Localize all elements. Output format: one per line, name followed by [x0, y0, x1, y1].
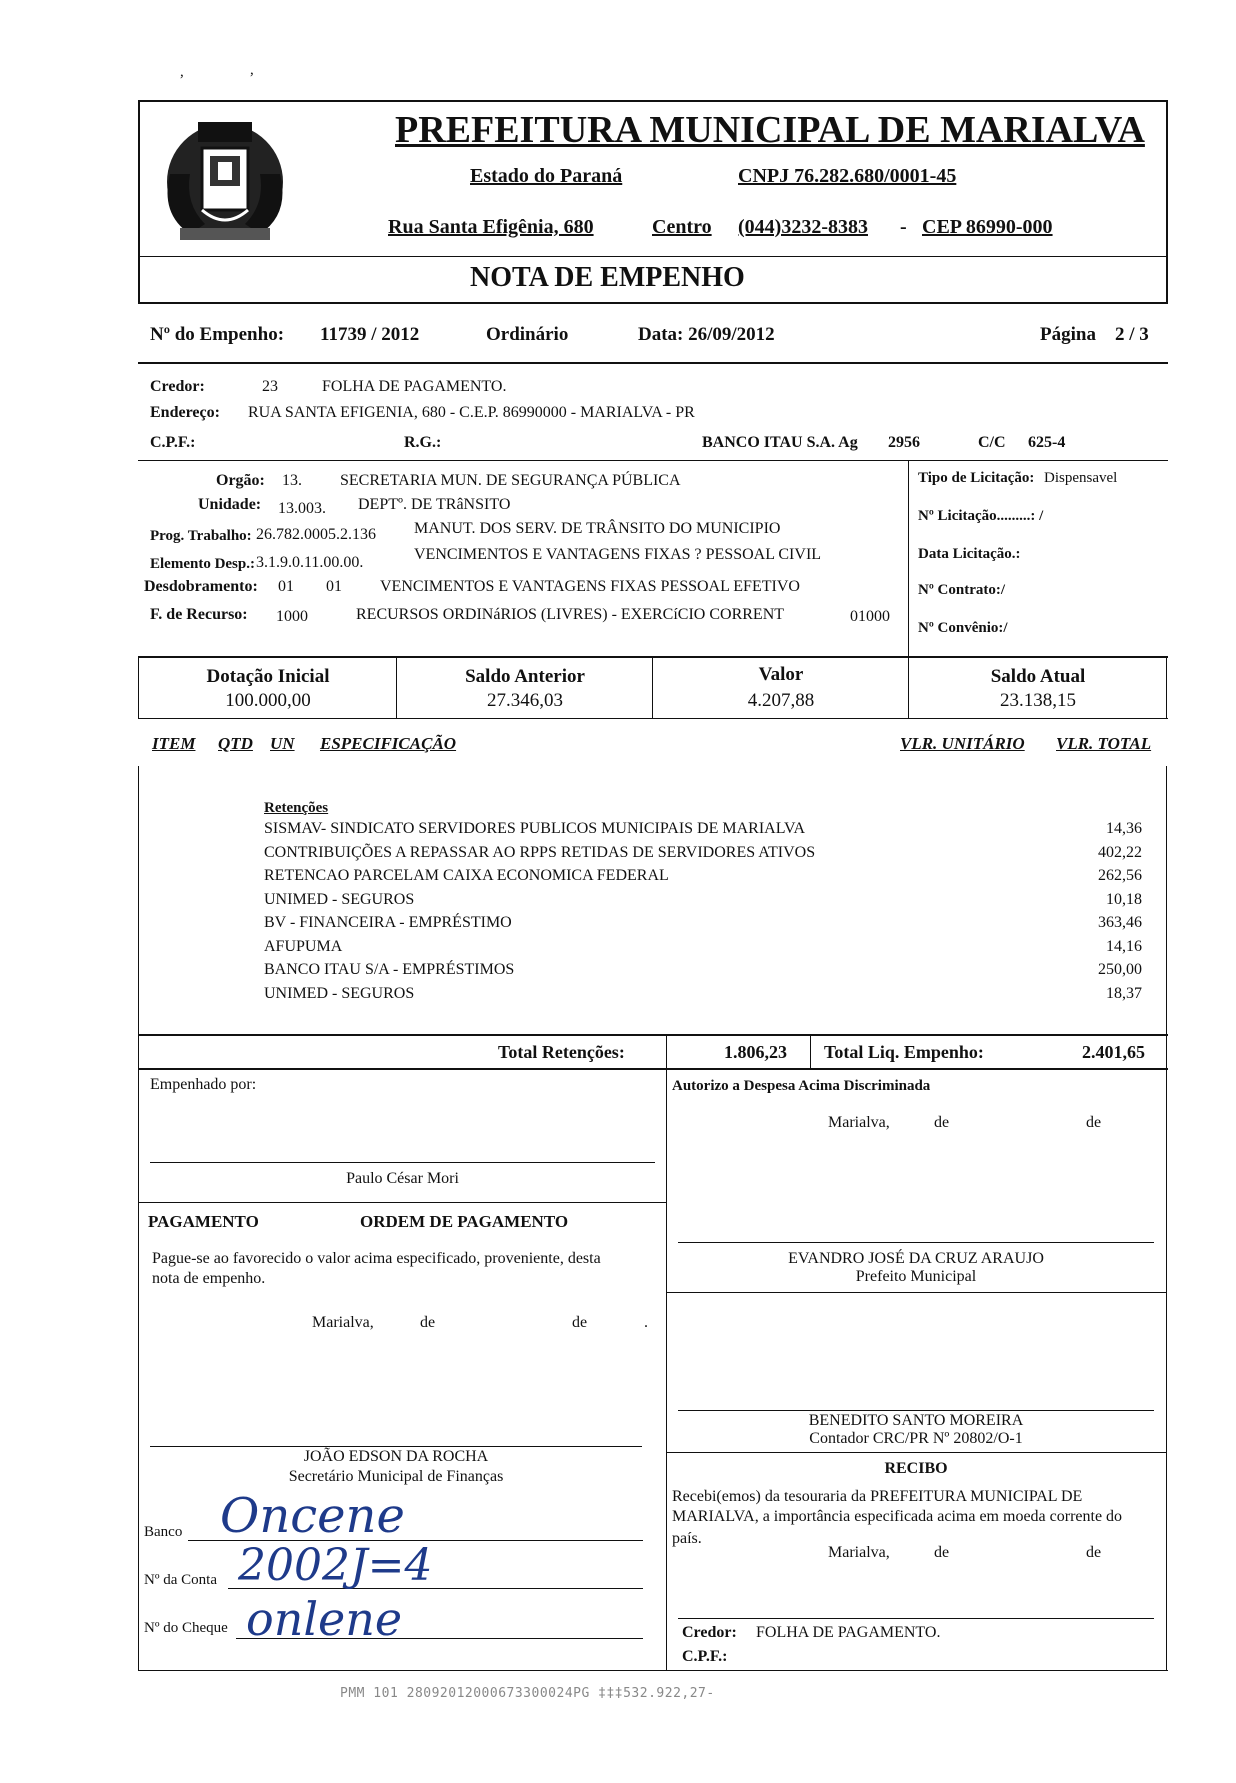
- signature-line: [678, 1410, 1154, 1411]
- retencao-value: 14,36: [1106, 820, 1142, 837]
- scan-mark: ,: [250, 62, 254, 78]
- empenhado-name: Paulo César Mori: [346, 1170, 459, 1187]
- retencao-value: 262,56: [1098, 867, 1142, 884]
- pagamento-city: Marialva,: [312, 1314, 374, 1331]
- retencao-value: 363,46: [1098, 914, 1142, 931]
- prog-label: Prog. Trabalho:: [150, 528, 252, 544]
- pagamento-label: PAGAMENTO: [148, 1212, 259, 1231]
- divider: [138, 718, 1168, 719]
- total-liquido-label: Total Liq. Empenho:: [824, 1042, 984, 1062]
- recibo-text-line3: país.: [672, 1530, 702, 1547]
- contador-title: Contador CRC/PR Nº 20802/O-1: [809, 1430, 1023, 1447]
- ordem-pagamento-label: ORDEM DE PAGAMENTO: [360, 1212, 569, 1231]
- recurso-label: F. de Recurso:: [150, 606, 248, 623]
- municipality-title: PREFEITURA MUNICIPAL DE MARIALVA: [395, 109, 1145, 151]
- banco-label: Banco: [144, 1524, 183, 1540]
- autorizo-label: Autorizo a Despesa Acima Discriminada: [672, 1078, 931, 1094]
- credor-name: FOLHA DE PAGAMENTO.: [322, 378, 507, 395]
- cheque-label: Nº do Cheque: [144, 1620, 228, 1636]
- recibo-de1: de: [934, 1544, 950, 1561]
- contrato-label: Nº Contrato:/: [918, 582, 1006, 598]
- empenho-type: Ordinário: [486, 324, 569, 345]
- frame-left: [138, 766, 139, 1670]
- column-un: UN: [270, 734, 295, 753]
- divider: [138, 256, 1168, 257]
- recibo-city: Marialva,: [828, 1544, 890, 1561]
- divider: [666, 1068, 667, 1670]
- divider: [138, 1068, 1168, 1070]
- unidade-name: DEPTº. DE TRâNSITO: [358, 496, 511, 513]
- divider: [138, 656, 139, 718]
- total-retencoes-label: Total Retenções:: [498, 1042, 625, 1062]
- orgao-label: Orgão:: [216, 472, 265, 489]
- retencao-description: AFUPUMA: [264, 937, 343, 955]
- desdobramento-code1: 01: [278, 578, 294, 595]
- empenho-number: 11739 / 2012: [320, 324, 420, 345]
- retencao-value: 14,16: [1106, 937, 1142, 955]
- saldo-atual-value: 23.138,15: [1000, 690, 1076, 711]
- pagamento-de2: de: [572, 1314, 588, 1331]
- prog-code: 26.782.0005.2.136: [256, 526, 376, 543]
- retencoes-title: Retenções: [264, 800, 329, 816]
- phone-label: (044)3232-8383: [738, 216, 868, 238]
- address-label: Rua Santa Efigênia, 680: [388, 216, 594, 238]
- retencao-value: 402,22: [1098, 843, 1142, 861]
- header-separator: -: [900, 216, 907, 238]
- autorizo-city: Marialva,: [828, 1114, 890, 1131]
- recurso-code2: 01000: [850, 608, 890, 625]
- page-label: Página: [1040, 324, 1096, 345]
- prog-name: MANUT. DOS SERV. DE TRÂNSITO DO MUNICIPIO: [414, 520, 781, 537]
- divider: [666, 1292, 1166, 1293]
- divider: [138, 1034, 1168, 1036]
- saldo-atual-label: Saldo Atual: [990, 666, 1086, 687]
- pagamento-dot: .: [644, 1314, 648, 1331]
- recibo-text-line2: MARIALVA, a importância especificada acima em moeda corrente do: [672, 1508, 1123, 1525]
- signature-line: [150, 1446, 642, 1447]
- pague-text-line2: nota de empenho.: [152, 1270, 266, 1287]
- column-vlr-unitario: VLR. UNITÁRIO: [900, 734, 1025, 753]
- prefeito-title: Prefeito Municipal: [855, 1268, 977, 1285]
- retencao-description: RETENCAO PARCELAM CAIXA ECONOMICA FEDERAL: [264, 867, 669, 884]
- licitacao-tipo-label: Tipo de Licitação:: [918, 470, 1035, 486]
- convenio-label: Nº Convênio:/: [918, 620, 1008, 636]
- secretario-name: JOÃO EDSON DA ROCHA: [303, 1448, 489, 1465]
- state-label: Estado do Paraná: [470, 165, 623, 187]
- frame-right: [1166, 766, 1167, 1670]
- dotacao-label: Dotação Inicial: [206, 666, 330, 687]
- recibo-title: RECIBO: [884, 1460, 948, 1477]
- divider: [138, 362, 1168, 364]
- unidade-code: 13.003.: [278, 500, 326, 517]
- empenho-date: Data: 26/09/2012: [638, 324, 775, 345]
- retencao-description: BANCO ITAU S/A - EMPRÉSTIMOS: [264, 961, 515, 978]
- column-especificacao: ESPECIFICAÇÃO: [320, 734, 457, 753]
- valor-value: 4.207,88: [747, 690, 815, 711]
- cheque-handwritten: onlene: [246, 1592, 403, 1646]
- cpf-label: C.P.F.:: [150, 434, 196, 451]
- conta-handwritten: 2002J=4: [238, 1540, 433, 1591]
- retencao-description: CONTRIBUIÇÕES A REPASSAR AO RPPS RETIDAS DE SERVIDORES ATIVOS: [264, 843, 816, 861]
- empenhado-label: Empenhado por:: [150, 1076, 257, 1093]
- rg-label: R.G.:: [404, 434, 442, 451]
- divider: [652, 656, 653, 718]
- desdobramento-name: VENCIMENTOS E VANTAGENS FIXAS PESSOAL EFETIVO: [380, 578, 800, 595]
- recurso-code: 1000: [276, 608, 308, 625]
- elemento-label: Elemento Desp.:: [150, 556, 255, 572]
- cep-label: CEP 86990-000: [922, 216, 1053, 238]
- column-qtd: QTD: [218, 734, 253, 753]
- cc-number: 625-4: [1028, 434, 1066, 451]
- secretario-title: Secretário Municipal de Finanças: [288, 1468, 504, 1485]
- divider: [138, 656, 1168, 658]
- orgao-code: 13.: [282, 472, 302, 489]
- divider: [396, 656, 397, 718]
- divider: [666, 1452, 1166, 1453]
- pague-text-line1: Pague-se ao favorecido o valor acima especificado, proveniente, desta: [152, 1250, 601, 1267]
- saldo-anterior-label: Saldo Anterior: [465, 666, 585, 687]
- desdobramento-code2: 01: [326, 578, 342, 595]
- licitacao-tipo: Dispensavel: [1044, 470, 1118, 486]
- contador-name: BENEDITO SANTO MOREIRA: [808, 1412, 1024, 1429]
- retencao-description: UNIMED - SEGUROS: [264, 890, 415, 908]
- cc-label: C/C: [978, 434, 1006, 451]
- elemento-code: 3.1.9.0.11.00.00.: [256, 554, 364, 571]
- divider: [666, 1034, 667, 1068]
- district-label: Centro: [652, 216, 712, 238]
- divider: [908, 656, 909, 718]
- column-item: ITEM: [152, 734, 196, 753]
- coat-of-arms-icon: [150, 104, 300, 254]
- frame-bottom: [138, 1670, 1168, 1671]
- licitacao-date-label: Data Licitação.:: [918, 546, 1021, 562]
- signature-line: [678, 1242, 1154, 1243]
- divider: [1166, 656, 1167, 718]
- autorizo-de2: de: [1086, 1114, 1102, 1131]
- recibo-cpf-label: C.P.F.:: [682, 1648, 728, 1665]
- valor-label: Valor: [758, 664, 804, 685]
- divider: [138, 1202, 666, 1203]
- banco-handwritten: Oncene: [220, 1488, 405, 1544]
- retencao-description: UNIMED - SEGUROS: [264, 984, 415, 1002]
- footer-code: PMM 101 28092012000673300024PG ‡‡‡532.922,27-: [340, 1686, 715, 1701]
- orgao-name: SECRETARIA MUN. DE SEGURANÇA PÚBLICA: [340, 472, 681, 489]
- scan-mark: ,: [180, 64, 184, 80]
- saldo-anterior-value: 27.346,03: [487, 690, 563, 711]
- divider: [138, 460, 1168, 461]
- total-retencoes-value: 1.806,23: [724, 1042, 787, 1062]
- autorizo-de1: de: [934, 1114, 950, 1131]
- retencao-value: 18,37: [1106, 984, 1142, 1002]
- elemento-name: VENCIMENTOS E VANTAGENS FIXAS ? PESSOAL CIVIL: [414, 546, 822, 563]
- column-vlr-total: VLR. TOTAL: [1056, 734, 1152, 753]
- divider: [908, 460, 909, 656]
- empenho-number-label: Nº do Empenho:: [150, 324, 285, 345]
- unidade-label: Unidade:: [198, 496, 262, 513]
- recibo-de2: de: [1086, 1544, 1102, 1561]
- credor-label: Credor:: [150, 378, 205, 395]
- dotacao-value: 100.000,00: [225, 690, 311, 711]
- total-liquido-value: 2.401,65: [1082, 1042, 1145, 1062]
- retencao-value: 10,18: [1106, 890, 1142, 908]
- document-title: NOTA DE EMPENHO: [470, 262, 745, 293]
- licitacao-number: Nº Licitação.........: /: [918, 508, 1044, 524]
- retencao-value: 250,00: [1098, 961, 1142, 978]
- recibo-credor-name: FOLHA DE PAGAMENTO.: [756, 1624, 941, 1641]
- prefeito-name: EVANDRO JOSÉ DA CRUZ ARAUJO: [788, 1250, 1044, 1267]
- credor-address: RUA SANTA EFIGENIA, 680 - C.E.P. 86990000 - MARIALVA - PR: [248, 404, 695, 421]
- signature-line: [150, 1162, 655, 1163]
- pagamento-de1: de: [420, 1314, 436, 1331]
- endereco-label: Endereço:: [150, 404, 220, 421]
- recibo-credor-label: Credor:: [682, 1624, 737, 1641]
- conta-label: Nº da Conta: [144, 1572, 217, 1588]
- bank-agency: 2956: [888, 434, 920, 451]
- retencao-description: BV - FINANCEIRA - EMPRÉSTIMO: [264, 914, 512, 931]
- signature-line: [678, 1618, 1154, 1619]
- recibo-text-line1: Recebi(emos) da tesouraria da PREFEITURA MUNICIPAL DE: [672, 1488, 1083, 1505]
- cnpj-label: CNPJ 76.282.680/0001-45: [738, 165, 957, 187]
- retencao-description: SISMAV- SINDICATO SERVIDORES PUBLICOS MUNICIPAIS DE MARIALVA: [264, 820, 806, 837]
- recurso-name: RECURSOS ORDINáRIOS (LIVRES) - EXERCíCIO CORRENT: [356, 606, 785, 623]
- page-number: 2 / 3: [1115, 324, 1149, 345]
- credor-code: 23: [262, 378, 278, 395]
- desdobramento-label: Desdobramento:: [144, 578, 258, 595]
- divider: [810, 1034, 811, 1068]
- bank-name: BANCO ITAU S.A. Ag: [702, 434, 858, 451]
